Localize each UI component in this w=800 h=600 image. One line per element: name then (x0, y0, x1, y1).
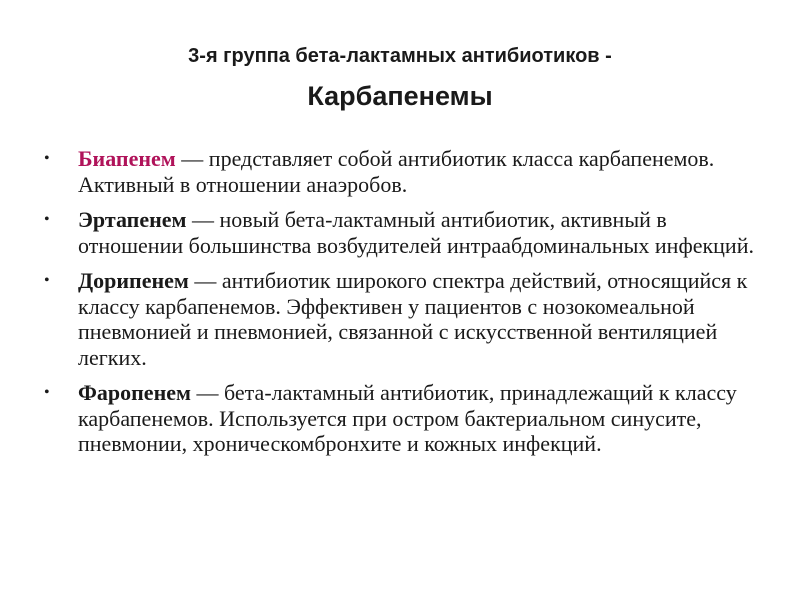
bullet-text: — бета-лактамный антибиотик, принадлежащий к классу карбапенемов. Используется при остром бактериальном синусите, пневмонии, хроническомбронхите и кожных инфекций. (78, 380, 737, 456)
bullet-item-faropenem (42, 380, 762, 457)
title-line-2: Карбапенемы (307, 81, 493, 111)
bullet-text: — антибиотик широкого спектра действий, относящийся к классу карбапенемов. Эффективен у пациентов с нозокомеальной пневмонией и пневмонией, связанной с искусственной вентиляцией легких. (78, 268, 748, 370)
bullet-dot-icon: • (44, 384, 50, 401)
title-line-1: 3-я группа бета-лактамных антибиотиков - (188, 45, 612, 67)
bullet-term: Биапенем (78, 146, 176, 171)
bullet-text: — представляет собой антибиотик класса карбапенемов. Активный в отношении анаэробов. (78, 146, 715, 197)
bullet-list (42, 146, 762, 467)
bullet-term: Дорипенем (78, 268, 189, 293)
bullet-dot-icon: • (44, 211, 50, 228)
bullet-dot-icon: • (44, 272, 50, 289)
slide-title (0, 38, 800, 116)
bullet-item-ertapenem (42, 207, 762, 258)
bullet-item-doripenem (42, 268, 762, 370)
bullet-item-biapenem (42, 146, 762, 197)
bullet-term: Фаропенем (78, 380, 191, 405)
bullet-dot-icon: • (44, 150, 50, 167)
bullet-term: Эртапенем (78, 207, 187, 232)
bullet-text: — новый бета-лактамный антибиотик, активный в отношении большинства возбудителей интраабдоминальных инфекций. (78, 207, 754, 258)
